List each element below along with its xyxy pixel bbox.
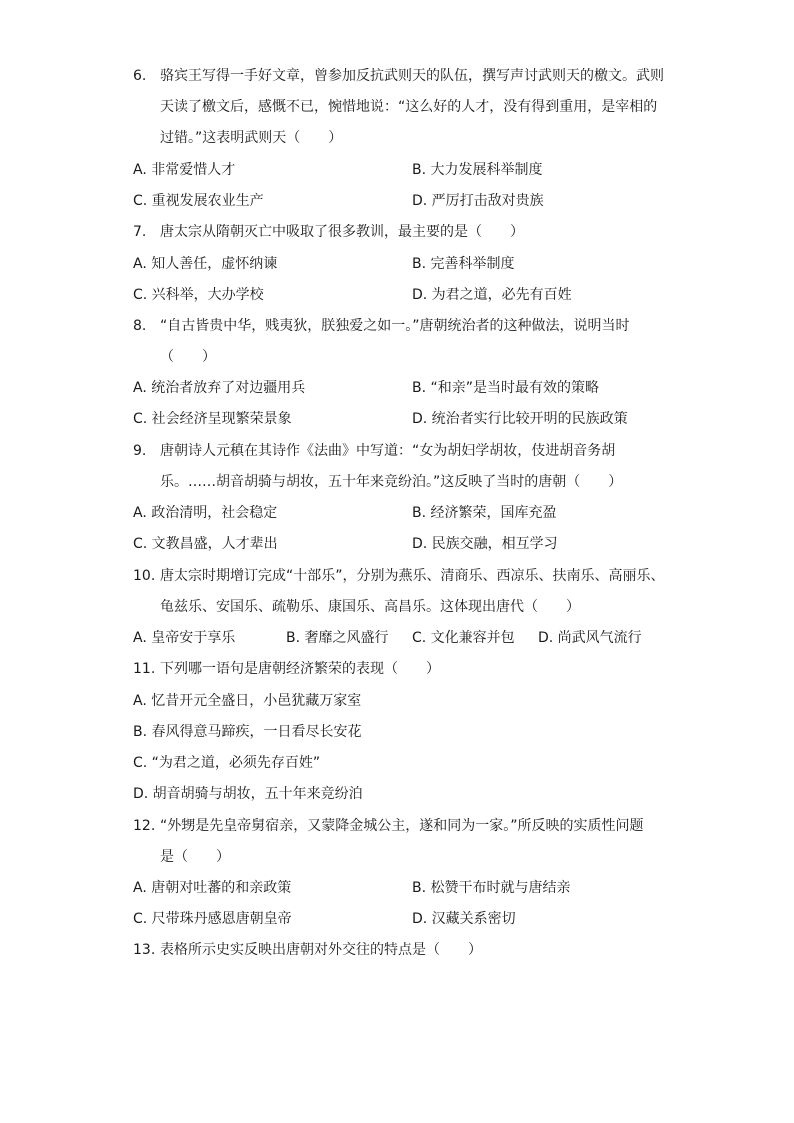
question-number: 9. <box>133 443 147 459</box>
question-text-line: 龟兹乐、安国乐、疏勒乐、康国乐、高昌乐。这体现出唐代（ ） <box>160 599 580 615</box>
option-c: C. 尺带珠丹感恩唐朝皇帝 <box>133 911 292 927</box>
question-text-line: 唐太宗从隋朝灭亡中吸取了很多教训，最主要的是（ ） <box>160 224 524 240</box>
option-a: A. 统治者放弃了对边疆用兵 <box>133 380 306 396</box>
question-number: 12. <box>133 818 156 834</box>
question-text-line: 表格所示史实反映出唐朝对外交往的特点是（ ） <box>160 942 482 958</box>
option-a: A. 非常爱惜人才 <box>133 162 236 178</box>
question-text-line: 骆宾王写得一手好文章，曾参加反抗武则天的队伍，撰写声讨武则天的檄文。武则 <box>160 68 664 84</box>
question-text-line: 唐太宗时期增订完成“十部乐”，分别为燕乐、清商乐、西凉乐、扶南乐、高丽乐、 <box>160 568 665 584</box>
question-text-line: 天读了檄文后，感慨不已，惋惜地说：“这么好的人才，没有得到重用，是宰相的 <box>160 99 658 115</box>
question-text-line: 是（ ） <box>160 849 230 865</box>
question-number: 10. <box>133 568 156 584</box>
question-number: 8. <box>133 318 147 334</box>
option-b: B. 松赞干布时就与唐结亲 <box>412 880 571 896</box>
option-d: D. 为君之道，必先有百姓 <box>412 287 572 303</box>
question-number: 11. <box>133 661 156 677</box>
option-a: A. 忆昔开元全盛日，小邑犹藏万家室 <box>133 693 362 709</box>
option-d: D. 汉藏关系密切 <box>412 911 516 927</box>
option-c: C. 兴科举，大办学校 <box>133 287 264 303</box>
option-c: C. 社会经济呈现繁荣景象 <box>133 411 292 427</box>
option-b: B. 完善科举制度 <box>412 256 515 272</box>
option-a: A. 政治清明，社会稳定 <box>133 505 278 521</box>
option-d: D. 民族交融，相互学习 <box>412 536 558 552</box>
question-number: 13. <box>133 942 156 958</box>
question-text-line: 过错。”这表明武则天（ ） <box>160 130 343 146</box>
question-number: 6. <box>133 68 147 84</box>
option-d: D. 胡音胡骑与胡妆，五十年来竞纷泊 <box>133 786 363 802</box>
option-a: A. 唐朝对吐蕃的和亲政策 <box>133 880 292 896</box>
question-text-line: “自古皆贵中华，贱夷狄，朕独爱之如一。”唐朝统治者的这种做法，说明当时 <box>160 318 630 334</box>
option-d: D. 严厉打击敌对贵族 <box>412 193 544 209</box>
option-b: B. 大力发展科举制度 <box>412 162 543 178</box>
question-text-line: “外甥是先皇帝舅宿亲，又蒙降金城公主，遂和同为一家。”所反映的实质性问题 <box>160 818 644 834</box>
option-c: C. 文教昌盛，人才辈出 <box>133 536 278 552</box>
option-b: B. 经济繁荣，国库充盈 <box>412 505 557 521</box>
option-d: D. 尚武风气流行 <box>538 630 642 646</box>
option-c: C. 重视发展农业生产 <box>133 193 264 209</box>
option-b: B. “和亲”是当时最有效的策略 <box>412 380 600 396</box>
option-d: D. 统治者实行比较开明的民族政策 <box>412 411 628 427</box>
question-text-line: 下列哪一语句是唐朝经济繁荣的表现（ ） <box>160 661 440 677</box>
option-a: A. 知人善任，虚怀纳谏 <box>133 256 278 272</box>
question-number: 7. <box>133 224 147 240</box>
question-text-line: 唐朝诗人元稹在其诗作《法曲》中写道：“女为胡妇学胡妆，伎进胡音务胡 <box>160 443 616 459</box>
question-text-line: 乐。……胡音胡骑与胡妆，五十年来竞纷泊。”这反映了当时的唐朝（ ） <box>160 474 623 490</box>
option-b: B. 春风得意马蹄疾，一日看尽长安花 <box>133 724 362 740</box>
option-c: C. “为君之道，必须先存百姓” <box>133 755 321 771</box>
option-a: A. 皇帝安于享乐 <box>133 630 236 646</box>
question-text-line: （ ） <box>160 349 216 365</box>
option-c: C. 文化兼容并包 <box>412 630 515 646</box>
option-b: B. 奢靡之风盛行 <box>286 630 389 646</box>
